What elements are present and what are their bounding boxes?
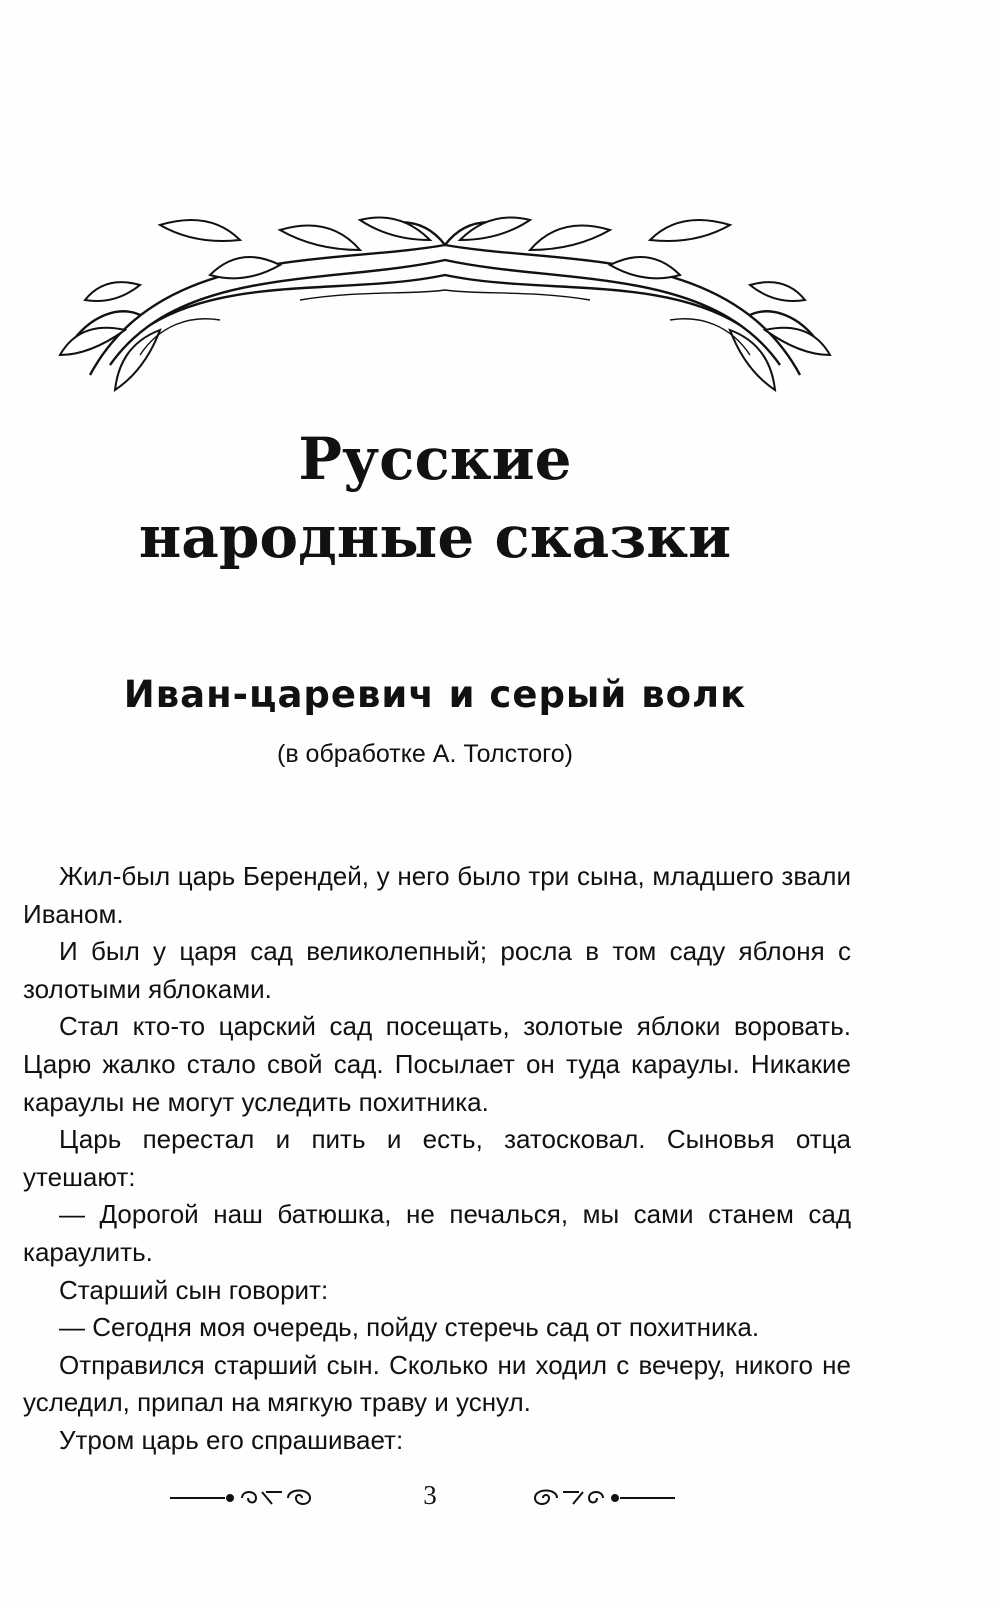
paragraph: Стал кто-то царский сад посещать, золотые яблоки воровать. Царю жалко стало свой сад. Посылает он туда караулы. Никакие караулы не могут уследить похитника. [23,1011,851,1117]
paragraph: И был у царя сад великолепный; росла в том саду яблоня с золотыми яблоками. [23,936,851,1004]
paragraph: Отправился старший сын. Сколько ни ходил с вечеру, никого не уследил, припал на мягкую траву и уснул. [23,1349,851,1418]
paragraph: — Сегодня моя очередь, пойду стеречь сад от похитника. [59,1312,760,1343]
story-body [23,858,851,1460]
story-title: Иван-царевич и серый волк [123,673,747,716]
footer-flourish-left-icon [170,1486,320,1510]
paragraph: Утром царь его спрашивает: [59,1424,404,1455]
footer-flourish-right-icon [525,1486,675,1510]
header-floral-ornament [30,205,860,405]
paragraph: Старший сын говорит: [59,1274,329,1305]
story-adaptation-note: (в обработке А. Толстого) [277,740,573,768]
paragraph: Жил-был царь Берендей, у него было три сына, младшего звали Иваном. [23,861,851,929]
page-number: 3 [423,1480,437,1510]
paragraph: Царь перестал и пить и есть, затосковал. Сыновья отца утешают: [23,1124,851,1192]
paragraph: — Дорогой наш батюшка, не печалься, мы сами станем сад караулить. [23,1199,851,1267]
book-title-line1: Русские [298,425,572,493]
book-title-line2: народные сказки [138,503,732,571]
page-footer [170,1480,690,1520]
